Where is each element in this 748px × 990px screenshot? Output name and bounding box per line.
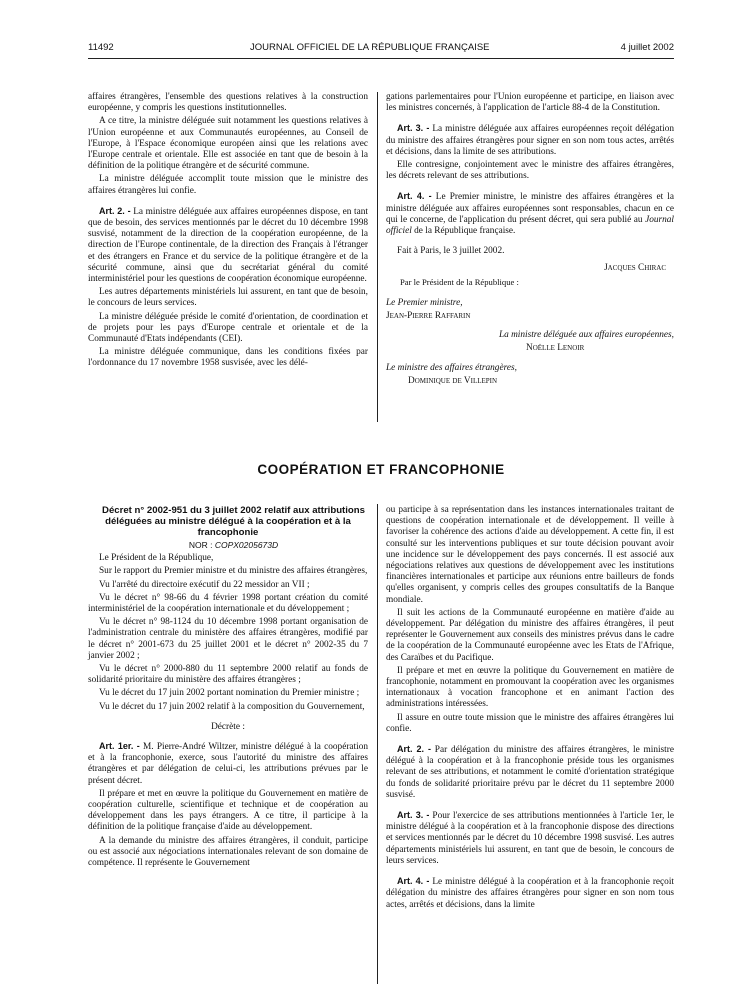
paragraph: Vu l'arrêté du directoire exécutif du 22 messidor an VII ; — [99, 579, 310, 590]
paragraph: ou participe à sa représentation dans les instances internationales traitant de questions de coopération internationale et de développement. Il veille à favoriser la cohérence des actions d'aide au développement. A cette fin, il est consulté sur les interventions publiques et sur toute décision pouvant avoir une incidence sur le développement des pays concernés. Il est associé aux négociations relatives aux questions de développement avec les institutions financières internationales et participe aux réunions entre bailleurs de fonds qu'elles organisent, y compris celles des groupes consultatifs de la Banque mondiale. — [386, 505, 674, 605]
paragraph: Il suit les actions de la Communauté européenne en matière d'aide au développement. Par délégation du ministre des affaires étrangères, il peut représenter le Gouvernement aux conseils des ministres prévus dans le cadre de la coopération de la Communauté européenne avec les Etats de l'Afrique, des Caraïbes et du Pacifique. — [386, 607, 674, 663]
article-3 — [386, 810, 674, 867]
journal-reference: Journal officiel — [386, 214, 674, 237]
paragraph: Elle contresigne, conjointement avec le ministre des affaires étrangères, les décrets relevant de ses attributions. — [386, 160, 674, 182]
paragraph: Il assure en outre toute mission que le ministre des affaires étrangères lui confie. — [386, 712, 674, 734]
journal-title: JOURNAL OFFICIEL DE LA RÉPUBLIQUE FRANÇAISE — [250, 42, 490, 53]
decree-right-column — [386, 505, 674, 913]
signatory-title — [386, 363, 674, 374]
article-text: La ministre déléguée aux affaires européennes reçoit délégation du ministre des affaires étrangères pour signer en son nom tous actes, arrêtés et décisions, dans la limite de ses attributions. — [386, 124, 674, 157]
running-header — [88, 42, 674, 56]
article-label: Art. 2. - — [397, 744, 431, 755]
article-text: La ministre déléguée aux affaires européennes dispose, en tant que de besoin, des services mentionnés par le décret du 10 décembre 1998 susvisé, notamment de la direction de la coopération européenne, de la direction de l'Europe continentale, de la direction des Français à l'étranger et des étrangers en France et du service de la politique étrangère et de la sécurité commune, ainsi que du secrétariat général du comité interministériel pour les questions de coopération économique européenne. — [88, 206, 368, 285]
paragraph: Il prépare et met en œuvre la politique du Gouvernement en matière de francophonie, notamment en promouvant la coopération avec les organismes internationaux à vocation francophone et en animant l'action des administrations intéressées. — [386, 665, 674, 710]
prime-minister-title: Le Premier ministre, — [386, 297, 463, 308]
paragraph: Il prépare et met en œuvre la politique du Gouvernement en matière de coopération culturelle, scientifique et technique et de coopération au développement dans les pays étrangers. A ce titre, il participe à la définition de la politique française d'aide au développement. — [88, 788, 368, 833]
paragraph: affaires étrangères, l'ensemble des questions relatives à la construction européenne, y compris les questions institutionnelles. — [88, 92, 368, 114]
previous-decree-right-column — [386, 92, 674, 389]
foreign-minister-name: Dominique de Villepin — [408, 375, 498, 386]
paragraph: Sur le rapport du Premier ministre et du ministre des affaires étrangères, — [99, 566, 368, 577]
column-divider — [377, 504, 378, 984]
article-4 — [386, 876, 674, 911]
article-text: Par délégation du ministre des affaires étrangères, le ministre délégué à la coopération et à la francophonie préside tous les organismes relevant de ses attributions, et notamment le comité d'orientation stratégique du fonds de solidarité prioritaire prévu par le décret du 11 septembre 2000 susvisé. — [386, 745, 674, 800]
previous-decree-left-column — [88, 92, 368, 372]
article-2 — [88, 206, 368, 285]
signatory-title — [386, 298, 674, 309]
nor-label: NOR : — [188, 540, 215, 550]
article-1 — [88, 741, 368, 787]
paragraph: La ministre déléguée préside le comité d'orientation, de coordination et de projets pour les pays d'Europe centrale et orientale et de la Communauté d'Etats indépendants (CEI). — [88, 311, 368, 345]
article-label: Art. 4. - — [397, 876, 430, 887]
article-2 — [386, 744, 674, 801]
article-3 — [386, 123, 674, 158]
paragraph: Vu le décret n° 2000-880 du 11 septembre 2000 relatif au fonds de solidarité prioritaire du ministère des affaires étrangères ; — [88, 664, 368, 686]
paragraph: Vu le décret du 17 juin 2002 relatif à la composition du Gouvernement, — [99, 701, 365, 712]
prime-minister-name: Jean-Pierre Raffarin — [386, 311, 471, 322]
decree-title: Décret n° 2002-951 du 3 juillet 2002 relatif aux attributions déléguées au ministre délégué à la coopération et à la francophonie — [102, 505, 365, 538]
by-president: Par le Président de la République : — [400, 276, 519, 287]
article-label: Art. 3. - — [397, 810, 430, 821]
paragraph: A la demande du ministre des affaires étrangères, il conduit, participe ou est associé aux négociations internationales relevant de son domaine de compétence. Il représente le Gouvernement — [88, 835, 368, 869]
article-label: Art. 4. - — [397, 191, 432, 202]
issue-date: 4 juillet 2002 — [620, 42, 674, 53]
column-divider — [377, 92, 378, 422]
paragraph: Le Président de la République, — [99, 553, 214, 564]
paragraph: La ministre déléguée accomplit toute mission que le ministre des affaires étrangères lui confie. — [88, 174, 368, 196]
foreign-minister-title: Le ministre des affaires étrangères, — [386, 362, 517, 373]
paragraph: Vu le décret n° 98-1124 du 10 décembre 1998 portant organisation de l'administration centrale du ministère des affaires étrangères, modifié par le décret n° 2001-673 du 25 juillet 2001 et le décret n° 2002-35 du 7 janvier 2002 ; — [88, 617, 368, 661]
article-label: Art. 1er. - — [99, 741, 140, 752]
paragraph: Vu le décret du 17 juin 2002 portant nomination du Premier ministre ; — [99, 688, 360, 699]
article-text: de la République française. — [411, 226, 516, 237]
article-label: Art. 2. - — [99, 205, 131, 216]
article-label: Art. 3. - — [397, 123, 430, 134]
page-number: 11492 — [88, 42, 114, 53]
delegate-minister-name: Noëlle Lenoir — [526, 343, 585, 354]
paragraph: A ce titre, la ministre déléguée suit notamment les questions relatives à l'Union européenne et aux Communautés européennes, au Conseil de l'Europe, à l'Espace économique européen ainsi que les relations avec l'Europe centrale et orientale. Elle est associée en tant que de besoin à la définition de la politique étrangère et de sécurité commune. — [88, 116, 368, 172]
article-text: Le ministre délégué à la coopération et à la francophonie reçoit délégation du ministre des affaires étrangères pour signer en son nom tous actes, arrêtés et décisions, dans la limite — [386, 877, 674, 910]
decree-left-column — [88, 505, 368, 871]
article-text: Pour l'exercice de ses attributions mentionnées à l'article 1er, le ministre délégué à la coopération et à la francophonie dispose des directions et services mentionnés par le décret du 10 décembre 1998 susvisé. Les autres départements ministériels lui assurent, en tant que de besoin, le concours de leurs services. — [386, 811, 674, 866]
signatory-title — [386, 330, 674, 341]
article-4 — [386, 191, 674, 237]
article-text: M. Pierre-André Wiltzer, ministre délégué à la coopération et à la francophonie, exerce, sous l'autorité du ministre des affaires étrangères et par délégation de celui-ci, les attributions prévues par le présent décret. — [88, 742, 369, 786]
paragraph: Vu le décret n° 98-66 du 4 février 1998 portant création du comité interministériel de la coopération internationale et du développement ; — [88, 592, 368, 615]
header-rule — [88, 58, 674, 59]
date-place: Fait à Paris, le 3 juillet 2002. — [397, 246, 505, 257]
paragraph: Les autres départements ministériels lui assurent, en tant que de besoin, le concours de leurs services. — [88, 287, 368, 309]
article-text: Le Premier ministre, le ministre des affaires étrangères et la ministre déléguée aux affaires européennes sont responsables, chacun en ce qui le concerne, de l'application du présent décret, qui sera publié au — [386, 192, 675, 225]
nor-reference — [88, 540, 368, 551]
nor-code: COPX0205673D — [214, 540, 279, 550]
delegate-minister-title: La ministre déléguée aux affaires européennes, — [498, 330, 674, 341]
paragraph: gations parlementaires pour l'Union européenne et participe, en liaison avec les ministres concernés, à l'application de l'article 88-4 de la Constitution. — [386, 92, 674, 114]
signature-president: Jacques Chirac — [604, 263, 666, 274]
decrete: Décrète : — [211, 721, 245, 732]
paragraph: La ministre déléguée communique, dans les conditions fixées par l'ordonnance du 17 novembre 1958 susvisée, avec les délé- — [88, 347, 368, 369]
section-title: COOPÉRATION ET FRANCOPHONIE — [257, 462, 505, 477]
